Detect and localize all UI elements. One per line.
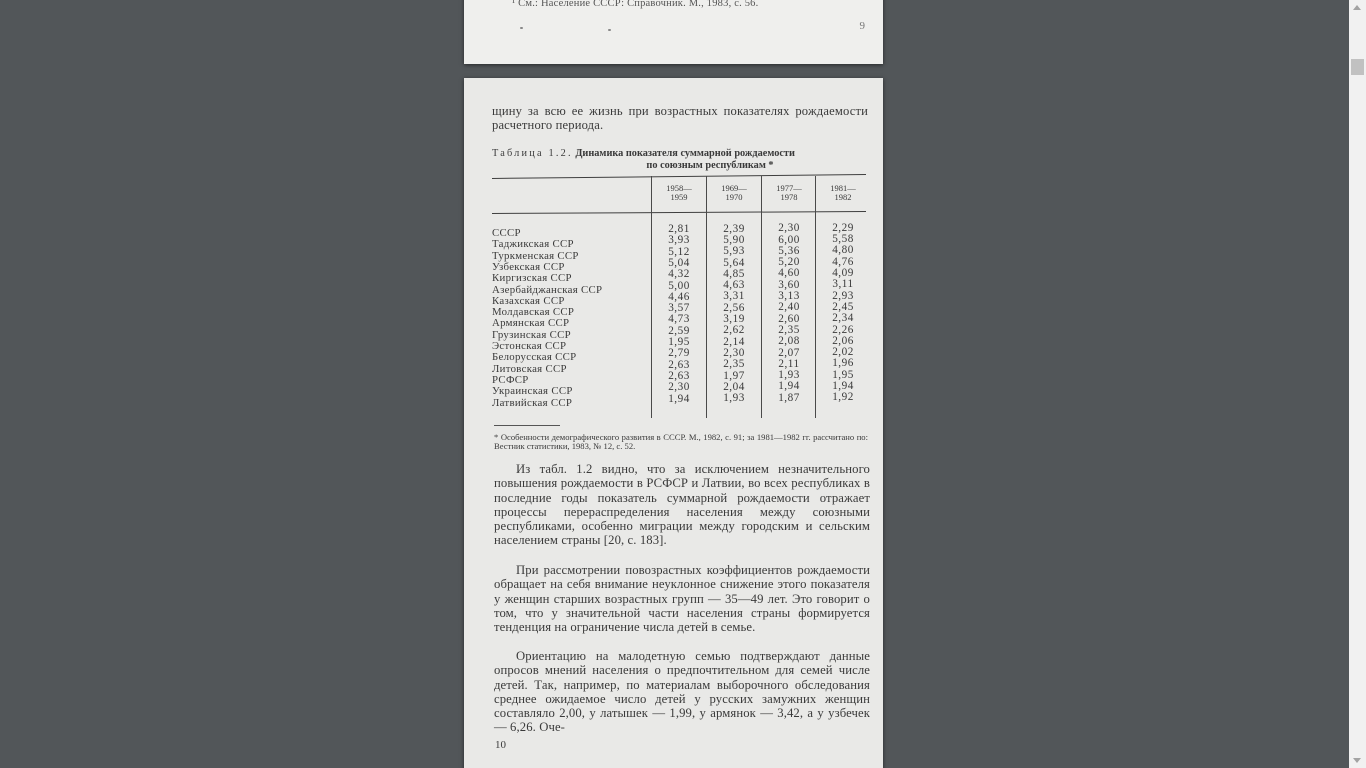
- table-cell: 2,40: [778, 301, 800, 314]
- table-cell: 2,04: [723, 380, 745, 393]
- table-row-name: Грузинская ССР: [492, 328, 571, 341]
- column-header: 1958— 1959: [666, 183, 692, 202]
- table-row-name: Литовская ССР: [492, 362, 567, 375]
- table-header-rule: [492, 211, 866, 214]
- paragraph-1: Из табл. 1.2 видно, что за исключением незначительного повышения рождаемости в РСФСР и Латвии, во всех республиках в последние годы показатель суммарной рождаемости отражает процессы перераспределения населения между союзными республиками, особенно миграции между городским и сельским населением страны [20, с. 183].: [494, 462, 870, 548]
- table-cell: 2,63: [668, 358, 690, 371]
- table-row-name: Таджикская ССР: [492, 238, 574, 251]
- table-cell: 5,12: [668, 245, 690, 258]
- table-cell: 2,81: [668, 223, 690, 235]
- table-cell: 2,30: [778, 222, 800, 235]
- scroll-up-arrow-icon[interactable]: [1353, 5, 1361, 10]
- table-cell: 1,93: [778, 369, 800, 382]
- table-cell: 2,34: [832, 312, 854, 325]
- table-row-name: Украинская ССР: [492, 385, 573, 398]
- table-cell: 4,80: [832, 244, 854, 257]
- table-cell: 5,36: [778, 244, 800, 257]
- table-cell: 3,19: [723, 313, 745, 325]
- paragraph-2: При рассмотрении повозрастных коэффициентов рождаемости обращает на себя внимание неуклонное снижение этого показателя у женщин старших возрастных групп — 35—49 лет. Это говорит о том, что у значительной части населения страны формируется тенденция на ограничение числа детей в семье.: [494, 563, 870, 635]
- table-cell: 4,09: [832, 267, 854, 279]
- scroll-down-arrow-icon[interactable]: [1353, 758, 1361, 763]
- table-cell: 3,57: [668, 302, 690, 315]
- intro-text: щину за всю ее жизнь при возрастных показателях рождаемости расчетного периода.: [492, 104, 868, 133]
- current-page: [464, 78, 883, 768]
- table-row-name: Туркменская ССР: [492, 249, 579, 262]
- previous-page-number: 9: [859, 20, 865, 32]
- table-row-name: Эстонская ССР: [492, 340, 567, 352]
- table-cell: 4,76: [832, 255, 854, 268]
- table-cell: 1,94: [668, 392, 690, 405]
- table-row-name: Латвийская ССР: [492, 396, 573, 409]
- vertical-scrollbar[interactable]: [1349, 0, 1366, 768]
- table-cell: 5,64: [723, 256, 745, 269]
- table-row-name: Армянская ССР: [492, 317, 570, 330]
- table-cell: 2,30: [723, 346, 745, 359]
- scrollbar-thumb[interactable]: [1351, 59, 1364, 75]
- table-row-name: Киргизская ССР: [492, 272, 572, 285]
- table-cell: 6,00: [778, 233, 800, 246]
- table-cell: 2,26: [832, 323, 854, 336]
- table-cell: 2,60: [778, 312, 800, 325]
- table-row-name: Казахская ССР: [492, 294, 565, 307]
- table-cell: 3,93: [668, 234, 690, 247]
- table-row-name: СССР: [492, 227, 521, 239]
- table-cell: 2,39: [723, 222, 745, 235]
- table-cell: 5,20: [778, 256, 800, 269]
- table-cell: 2,14: [723, 335, 745, 348]
- table-cell: 1,94: [778, 380, 800, 393]
- table-cell: 5,00: [668, 279, 690, 292]
- table-cell: 5,93: [723, 245, 745, 258]
- table-label: Таблица 1.2.: [492, 148, 573, 159]
- scan-speck: [608, 29, 611, 31]
- table-cell: 1,96: [832, 357, 854, 370]
- table-cell: 2,79: [668, 347, 690, 360]
- table-cell: 4,32: [668, 268, 690, 281]
- table-row-name: Белорусская ССР: [492, 351, 577, 364]
- table-cell: 2,45: [832, 300, 854, 313]
- table-title-line-1: Динамика показателя суммарной рождаемости: [575, 148, 795, 159]
- table-cell: 2,35: [778, 323, 800, 336]
- table-cell: 4,60: [778, 267, 800, 280]
- column-header: 1977— 1978: [776, 183, 802, 202]
- previous-page: [464, 0, 883, 64]
- table-cell: 1,87: [778, 391, 800, 404]
- footnote-separator: [494, 425, 560, 426]
- table-cell: 4,63: [723, 279, 745, 292]
- table-row-name: Азербайджанская ССР: [492, 283, 603, 296]
- table-cell: 3,31: [723, 290, 745, 303]
- paragraph-3: Ориентацию на малодетную семью подтверждают данные опросов мнений населения о предпочтительном для семей числе детей. Так, например, по материалам выборочного обследования среднее ожидаемое число детей у русских замужних женщин составляло 2,00, у латышек — 1,99, у армянок — 3,42, а у узбечек — 6,26. Оче-: [494, 649, 870, 735]
- table-caption: [492, 148, 868, 171]
- table-cell: 2,02: [832, 346, 854, 359]
- table-cell: 3,60: [778, 278, 800, 291]
- scan-speck: [520, 27, 523, 29]
- table-row-name: Узбекская ССР: [492, 260, 565, 273]
- column-header: 1969— 1970: [721, 183, 747, 202]
- table-cell: 1,95: [832, 368, 854, 381]
- table-cell: 2,11: [778, 357, 800, 370]
- table-cell: 3,11: [832, 278, 854, 291]
- table-cell: 1,94: [832, 380, 854, 392]
- table-row-name: Молдавская ССР: [492, 306, 575, 319]
- table-cell: 2,06: [832, 334, 854, 347]
- table-cell: 2,07: [778, 346, 800, 359]
- table-cell: 2,93: [832, 289, 854, 302]
- table-row-name: РСФСР: [492, 373, 529, 386]
- table-cell: 3,13: [778, 290, 800, 302]
- table-cell: 2,56: [723, 301, 745, 314]
- table-cell: 2,30: [668, 381, 690, 394]
- table-cell: 2,29: [832, 221, 854, 234]
- table-cell: 4,85: [723, 267, 745, 280]
- table-cell: 1,95: [668, 336, 690, 348]
- column-header: 1981— 1982: [830, 183, 856, 202]
- table-cell: 2,63: [668, 369, 690, 382]
- table-cell: 5,04: [668, 256, 690, 269]
- table-cell: 2,59: [668, 324, 690, 337]
- table-cell: 1,92: [832, 391, 854, 404]
- table-cell: 2,35: [723, 358, 745, 371]
- table-cell: 4,73: [668, 313, 690, 326]
- table-cell: 2,62: [723, 324, 745, 337]
- table-cell: 1,97: [723, 369, 745, 382]
- table-cell: 5,90: [723, 233, 745, 246]
- previous-page-footnote: ¹ См.: Население СССР: Справочник. М., 1983, с. 56.: [512, 0, 759, 9]
- table-cell: 1,93: [723, 392, 745, 405]
- table-cell: 4,46: [668, 290, 690, 303]
- page-number: 10: [495, 739, 506, 751]
- table-top-rule: [492, 174, 866, 179]
- table-footnote: * Особенности демографического развития в СССР. М., 1982, с. 91; за 1981—1982 гг. рассчитано по: Вестник статистики, 1983, № 12, с. 52.: [494, 432, 868, 452]
- table-title-line-2: по союзным республикам *: [646, 159, 774, 171]
- table-cell: 2,08: [778, 335, 800, 348]
- table-cell: 5,58: [832, 233, 854, 246]
